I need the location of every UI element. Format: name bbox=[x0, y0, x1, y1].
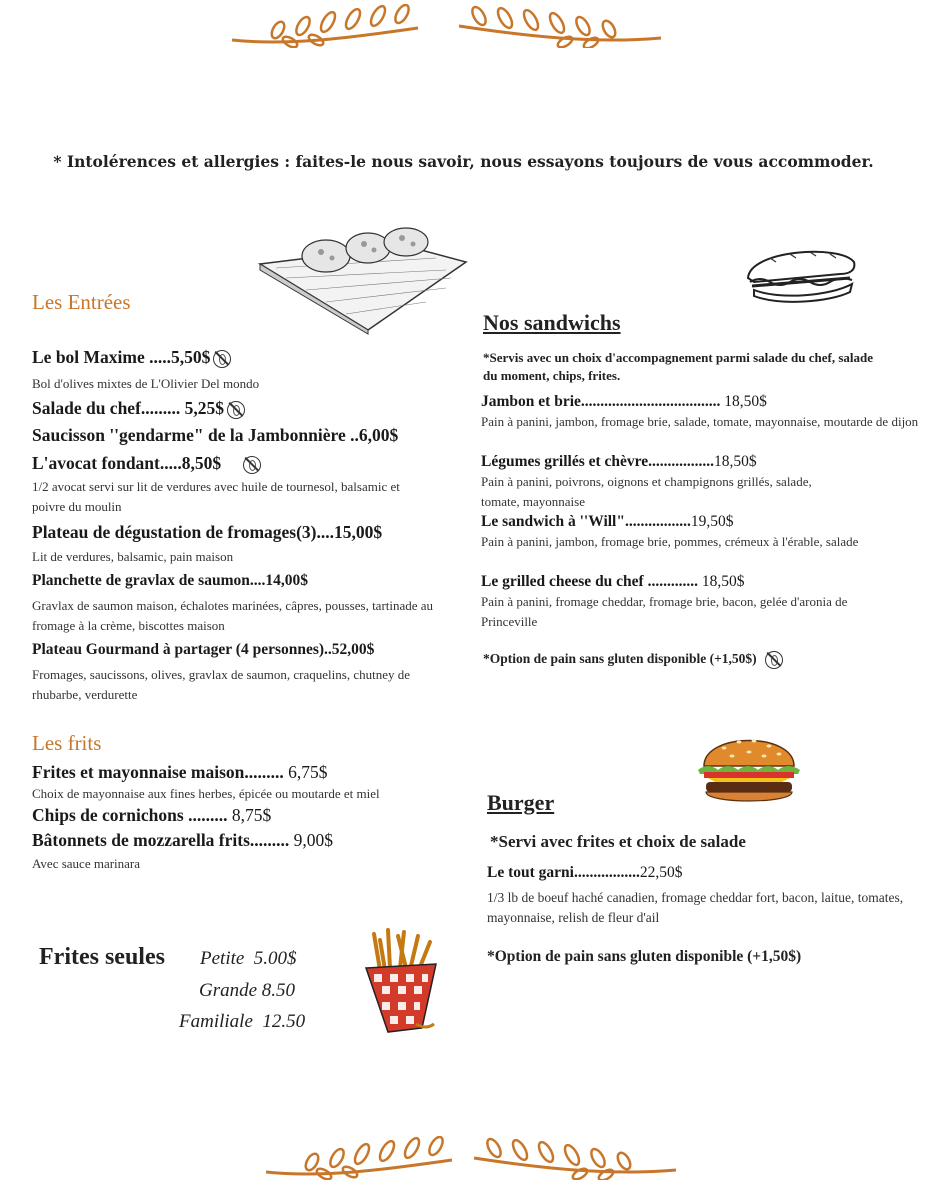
frit-chips-cornichons bbox=[32, 805, 271, 826]
sandwich-illustration bbox=[740, 240, 860, 310]
sandwich-jambon-brie-price: 18,50$ bbox=[720, 393, 767, 410]
entree-salade-chef-line: Salade du chef......... 5,25$ bbox=[32, 398, 225, 418]
entree-plateau-gourmand-desc: Fromages, saucissons, olives, gravlax de saumon, craquelins, chutney de rhubarbe, verdurette bbox=[32, 667, 410, 702]
frit-chips-name: Chips de cornichons ......... bbox=[32, 805, 228, 825]
sandwich-grilled-cheese-name: Le grilled cheese du chef ............. bbox=[481, 573, 698, 590]
entree-plateau-fromages: Plateau de dégustation de fromages(3)....15,00$ bbox=[32, 522, 383, 542]
sandwich-jambon-brie-name: Jambon et brie.................................... bbox=[481, 393, 721, 410]
sandwich-grilled-cheese-price: 18,50$ bbox=[697, 573, 745, 590]
sandwich-will bbox=[481, 513, 733, 531]
entree-salade-chef bbox=[32, 398, 245, 419]
frit-frites-mayo bbox=[32, 762, 328, 783]
sandwich-will-price: 19,50$ bbox=[690, 513, 734, 530]
burger-illustration bbox=[694, 726, 804, 808]
top-right-ornament bbox=[455, 4, 665, 48]
frites-size-grande: Grande 8.50 bbox=[199, 980, 296, 1001]
entree-avocat bbox=[32, 453, 261, 474]
entree-gravlax-desc: Gravlax de saumon maison, échalotes marinées, câpres, pousses, tartinade au fromage à la crème, biscottes maison bbox=[32, 598, 434, 633]
gluten-free-icon bbox=[243, 456, 261, 474]
frit-mozzarella-price: 9,00$ bbox=[289, 830, 334, 850]
frit-frites-mayo-price: 6,75$ bbox=[283, 762, 328, 782]
cutting-board-illustration bbox=[256, 218, 470, 336]
sandwich-legumes-price: 18,50$ bbox=[714, 453, 757, 470]
sandwichs-title: Nos sandwichs bbox=[483, 310, 621, 335]
entree-plateau-gourmand: Plateau Gourmand à partager (4 personnes)..52,00$ bbox=[32, 641, 375, 658]
entree-avocat-desc: 1/2 avocat servi sur lit de verdures avec huile de tournesol, balsamic et poivre du moulin bbox=[32, 479, 400, 514]
sandwich-will-desc: Pain à panini, jambon, fromage brie, pommes, crémeux à l'érable, salade bbox=[481, 534, 859, 549]
sandwich-legumes bbox=[481, 453, 757, 471]
sandwichs-gluten-option bbox=[483, 650, 783, 669]
burger-tout-garni-price: 22,50$ bbox=[639, 864, 683, 881]
sandwichs-gluten-option-text: *Option de pain sans gluten disponible (+1,50$) bbox=[483, 651, 757, 666]
frit-mozzarella-name: Bâtonnets de mozzarella frits......... bbox=[32, 830, 290, 850]
bottom-left-ornament bbox=[262, 1136, 458, 1180]
gluten-free-icon bbox=[765, 651, 783, 669]
sandwich-legumes-desc: Pain à panini, poivrons, oignons et champignons grillés, salade, tomate, mayonnaise bbox=[481, 474, 812, 509]
sandwich-grilled-cheese-desc: Pain à panini, fromage cheddar, fromage brie, bacon, gelée d'aronia de Princeville bbox=[481, 594, 848, 629]
fries-cone-illustration bbox=[360, 928, 442, 1038]
burger-gluten-option: *Option de pain sans gluten disponible (+1,50$) bbox=[487, 948, 802, 965]
entree-saucisson: Saucisson ''gendarme" de la Jambonnière ..6,00$ bbox=[32, 425, 399, 445]
burger-note: *Servi avec frites et choix de salade bbox=[490, 832, 746, 851]
entree-avocat-line: L'avocat fondant.....8,50$ bbox=[32, 453, 222, 473]
burger-tout-garni-desc: 1/3 lb de boeuf haché canadien, fromage cheddar fort, bacon, laitue, tomates, mayonnaise, relish de fleur d'ail bbox=[487, 890, 904, 925]
sandwich-grilled-cheese bbox=[481, 573, 744, 591]
frites-size-petite: Petite 5.00$ bbox=[200, 948, 297, 969]
frites-seules-title: Frites seules bbox=[39, 944, 165, 970]
entrees-title: Les Entrées bbox=[32, 290, 131, 314]
burger-tout-garni-name: Le tout garni................. bbox=[487, 864, 640, 881]
frit-chips-price: 8,75$ bbox=[227, 805, 272, 825]
sandwich-will-name: Le sandwich à ''Will"................. bbox=[481, 513, 691, 530]
entree-gravlax: Planchette de gravlax de saumon....14,00$ bbox=[32, 572, 308, 589]
gluten-free-icon bbox=[213, 350, 231, 368]
allergy-note: * Intolérences et allergies : faites-le nous savoir, nous essayons toujours de vous accommoder. bbox=[53, 152, 874, 171]
entree-bol-maxime-line: Le bol Maxime .....5,50$ bbox=[32, 347, 211, 367]
frit-frites-mayo-name: Frites et mayonnaise maison......... bbox=[32, 762, 284, 782]
frit-frites-mayo-desc: Choix de mayonnaise aux fines herbes, épicée ou moutarde et miel bbox=[32, 786, 380, 801]
sandwich-jambon-brie bbox=[481, 393, 767, 411]
top-left-ornament bbox=[228, 4, 424, 48]
burger-title: Burger bbox=[487, 790, 555, 815]
bottom-right-ornament bbox=[470, 1136, 680, 1180]
entree-bol-maxime-desc: Bol d'olives mixtes de L'Olivier Del mondo bbox=[32, 376, 260, 391]
frits-title: Les frits bbox=[32, 731, 102, 755]
sandwich-jambon-brie-desc: Pain à panini, jambon, fromage brie, salade, tomate, mayonnaise, moutarde de dijon bbox=[481, 414, 919, 429]
sandwichs-note: *Servis avec un choix d'accompagnement parmi salade du chef, salade du moment, chips, frites. bbox=[483, 350, 873, 383]
frites-size-familiale: Familiale 12.50 bbox=[179, 1011, 306, 1032]
sandwich-legumes-name: Légumes grillés et chèvre................. bbox=[481, 453, 715, 470]
frit-mozzarella-desc: Avec sauce marinara bbox=[32, 856, 141, 871]
frit-mozzarella bbox=[32, 830, 333, 851]
gluten-free-icon bbox=[227, 401, 245, 419]
entree-bol-maxime bbox=[32, 347, 231, 368]
burger-tout-garni bbox=[487, 864, 682, 882]
entree-plateau-fromages-desc: Lit de verdures, balsamic, pain maison bbox=[32, 549, 234, 564]
